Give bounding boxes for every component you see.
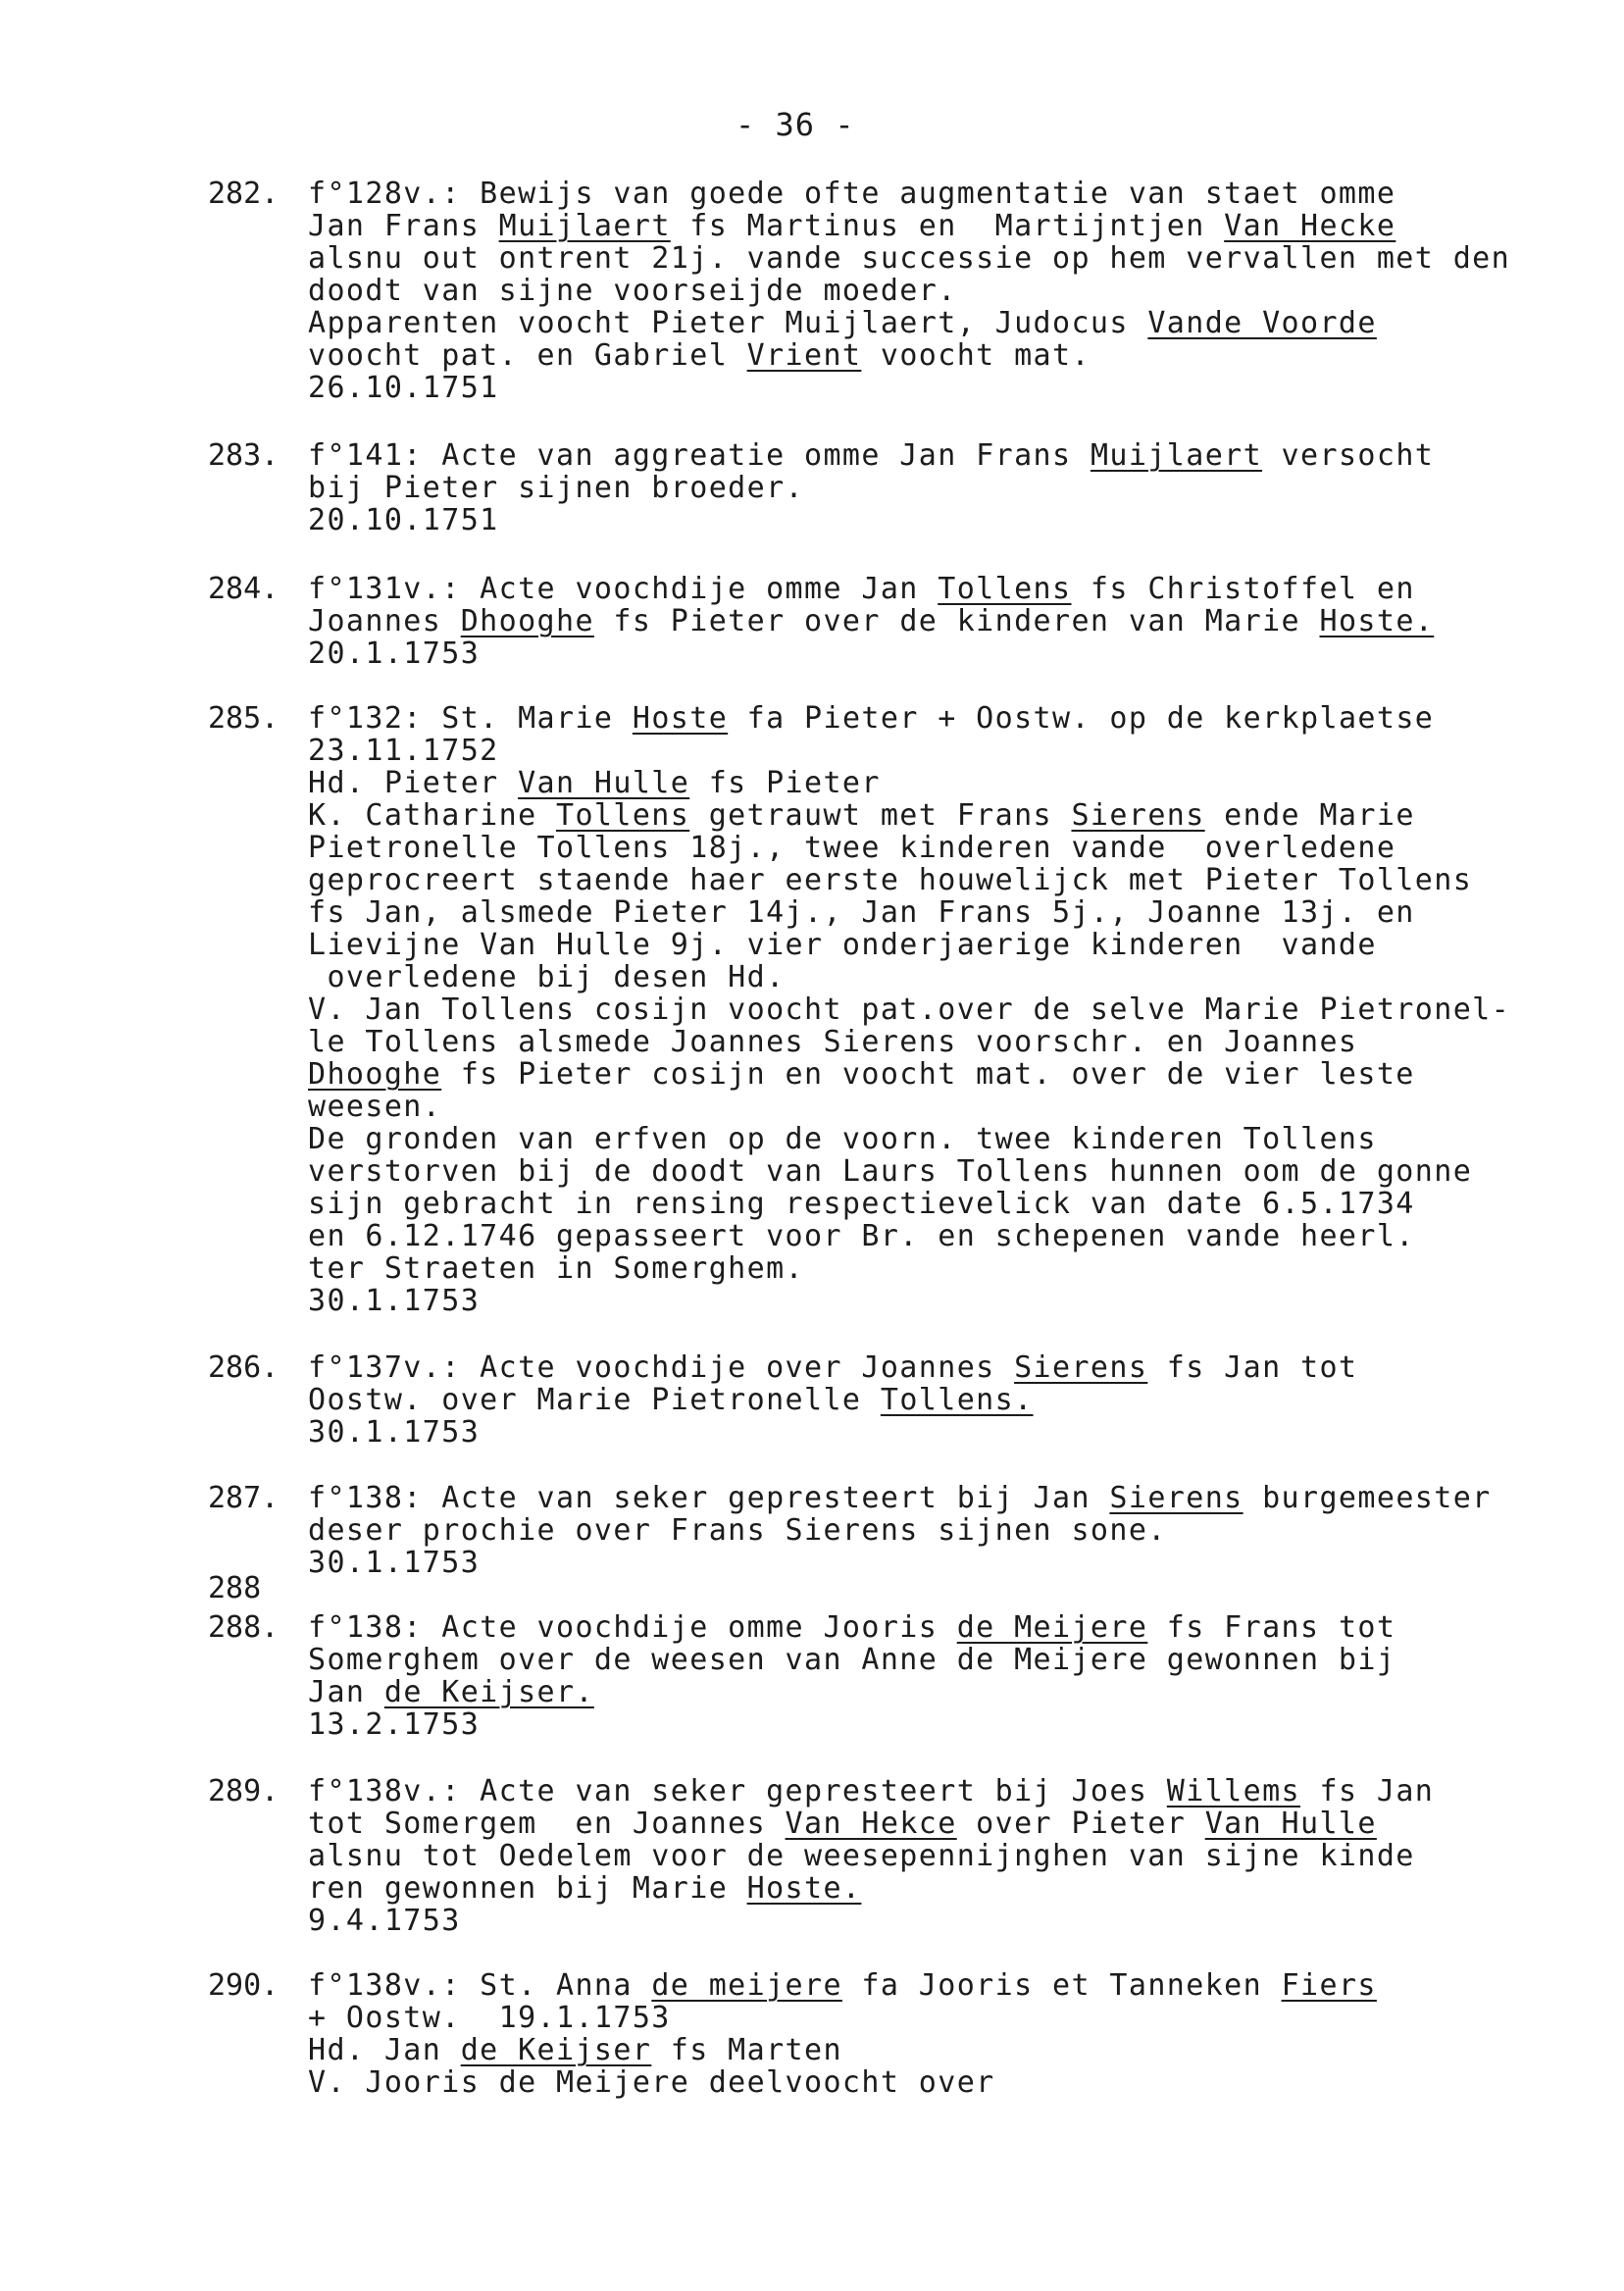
text-segment: le Tollens alsmede Joannes Sierens voorschr. en Joannes — [308, 1025, 1358, 1059]
text-segment: Lievijne Van Hulle 9j. vier onderjaerige kinderen vande — [308, 928, 1377, 962]
text-line — [308, 1351, 1612, 1384]
text-line — [308, 1905, 1612, 1937]
text-line — [308, 2034, 1612, 2066]
text-line — [308, 1872, 1612, 1905]
text-segment: f°138: Acte voochdije omme Jooris — [308, 1610, 957, 1645]
underlined-name: Hoste. — [1319, 604, 1435, 638]
text-segment: alsnu out ontrent 21j. vande successie op hem vervallen met den — [308, 241, 1511, 276]
text-segment: voocht mat. — [861, 338, 1091, 373]
text-segment: f°138v.: St. Anna — [308, 1968, 652, 2003]
text-line — [308, 1416, 1612, 1449]
text-segment: 20.10.1751 — [308, 503, 499, 537]
text-line — [308, 339, 1612, 372]
text-line — [308, 1969, 1612, 2002]
text-segment: 30.1.1753 — [308, 1284, 481, 1318]
text-line — [308, 1676, 1612, 1708]
margin-note: 288 — [208, 1571, 262, 1605]
text-line — [308, 1482, 1612, 1514]
text-line — [308, 372, 1612, 404]
entry-number: 282. — [208, 177, 279, 211]
entry-text — [308, 1611, 1612, 1741]
text-line — [308, 832, 1612, 864]
text-segment: sijn gebracht in rensing respectievelick van date 6.5.1734 — [308, 1187, 1415, 1221]
text-line — [308, 1644, 1612, 1676]
text-line — [308, 573, 1612, 605]
text-segment: bij Pieter sijnen broeder. — [308, 471, 804, 505]
text-segment: fs Jan, alsmede Pieter 14j., Jan Frans 5j., Joanne 13j. en — [308, 895, 1415, 930]
underlined-name: Fiers — [1281, 1968, 1377, 2003]
text-line — [308, 472, 1612, 504]
text-segment: Apparenten voocht Pieter Muijlaert, Judocus — [308, 306, 1148, 340]
text-segment: alsnu tot Oedelem voor de weesepennijnghen van sijne kinde — [308, 1839, 1415, 1873]
underlined-name: Sierens — [1109, 1481, 1243, 1515]
text-segment: versocht — [1262, 438, 1435, 473]
entry-number: 288. — [208, 1610, 279, 1645]
text-segment: 30.1.1753 — [308, 1546, 481, 1580]
text-segment: V. Jooris de Meijere deelvoocht over — [308, 2065, 995, 2100]
text-segment: voocht pat. en Gabriel — [308, 338, 747, 373]
text-segment: K. Catharine — [308, 798, 556, 833]
text-line — [308, 1775, 1612, 1807]
text-line — [308, 1807, 1612, 1840]
text-segment: fs Pieter over de kinderen van Marie — [593, 604, 1320, 638]
text-segment: fa Pieter + Oostw. op de kerkplaetse — [728, 701, 1435, 736]
text-segment: f°128v.: Bewijs van goede ofte augmentatie van staet omme — [308, 177, 1396, 211]
text-line — [308, 637, 1612, 670]
underlined-name: Muijlaert — [1090, 438, 1263, 473]
text-line — [308, 1611, 1612, 1644]
underlined-name: de Keijser. — [383, 1675, 594, 1709]
text-segment: Somerghem over de weesen van Anne de Meijere gewonnen bij — [308, 1643, 1396, 1677]
text-segment: Jan Frans — [308, 209, 499, 243]
text-line — [308, 929, 1612, 961]
text-line — [308, 242, 1612, 275]
underlined-name: Van Hekce — [785, 1807, 957, 1841]
text-line — [308, 1840, 1612, 1872]
text-segment: fs Pieter cosijn en voocht mat. over de vier leste — [441, 1057, 1415, 1092]
entry-text — [308, 1775, 1612, 1937]
text-segment: f°137v.: Acte voochdije over Joannes — [308, 1350, 1015, 1385]
underlined-name: Hoste — [632, 701, 729, 736]
text-segment: ter Straeten in Somerghem. — [308, 1251, 804, 1286]
text-line — [308, 2066, 1612, 2099]
entry-number: 286. — [208, 1350, 279, 1385]
text-segment: doodt van sijne voorseijde moeder. — [308, 274, 957, 308]
text-segment: 26.10.1751 — [308, 371, 499, 405]
entry-text — [308, 1969, 1612, 2099]
text-segment: + Oostw. 19.1.1753 — [308, 2001, 671, 2035]
text-segment: 9.4.1753 — [308, 1904, 461, 1938]
entry-text — [308, 573, 1612, 670]
entry-number: 290. — [208, 1968, 279, 2003]
text-line — [308, 993, 1612, 1026]
text-segment: Hd. Pieter — [308, 766, 519, 800]
text-line — [308, 896, 1612, 929]
underlined-name: Dhooghe — [460, 604, 594, 638]
entry-number: 285. — [208, 701, 279, 736]
text-segment: 13.2.1753 — [308, 1707, 481, 1742]
text-line — [308, 1123, 1612, 1155]
text-line — [308, 1708, 1612, 1741]
text-line — [308, 1547, 1612, 1579]
text-line — [308, 735, 1612, 767]
text-segment: geprocreert staende haer eerste houwelijck met Pieter Tollens — [308, 863, 1473, 897]
text-line — [308, 1514, 1612, 1547]
text-segment: en 6.12.1746 gepasseert voor Br. en schepenen vande heerl. — [308, 1219, 1415, 1253]
text-segment: deser prochie over Frans Sierens sijnen sone. — [308, 1513, 1167, 1548]
entry-number: 283. — [208, 438, 279, 473]
text-line — [308, 210, 1612, 242]
text-line — [308, 1384, 1612, 1416]
text-line — [308, 1058, 1612, 1091]
text-segment: over Pieter — [956, 1807, 1205, 1841]
text-line — [308, 799, 1612, 832]
text-line — [308, 178, 1612, 210]
text-line — [308, 702, 1612, 735]
text-segment: fs Pieter — [689, 766, 881, 800]
text-segment: V. Jan Tollens cosijn voocht pat.over de selve Marie Pietronel- — [308, 993, 1511, 1027]
text-line — [308, 767, 1612, 799]
text-segment: fs Frans tot — [1147, 1610, 1396, 1645]
text-segment: fs Christoffel en — [1071, 572, 1415, 606]
underlined-name: Muijlaert — [498, 209, 671, 243]
underlined-name: Tollens — [556, 798, 690, 833]
text-segment: ende Marie — [1204, 798, 1415, 833]
text-segment: f°138: Acte van seker gepresteert bij Jan — [308, 1481, 1110, 1515]
text-line — [308, 275, 1612, 307]
underlined-name: Willems — [1166, 1774, 1301, 1808]
text-line — [308, 1252, 1612, 1285]
text-line — [308, 439, 1612, 472]
text-segment: f°132: St. Marie — [308, 701, 633, 736]
entry-text — [308, 178, 1612, 404]
text-segment: overledene bij desen Hd. — [308, 960, 786, 994]
text-line — [308, 1220, 1612, 1252]
text-segment: fs Jan — [1300, 1774, 1435, 1808]
entry-text — [308, 439, 1612, 536]
underlined-name: de meijere — [651, 1968, 842, 2003]
text-line — [308, 1285, 1612, 1317]
text-segment: Joannes — [308, 604, 461, 638]
text-line — [308, 1091, 1612, 1123]
text-segment: fa Jooris et Tanneken — [841, 1968, 1282, 2003]
text-segment: f°131v.: Acte voochdije omme Jan — [308, 572, 939, 606]
text-segment: Hd. Jan — [308, 2033, 461, 2067]
text-segment: 30.1.1753 — [308, 1415, 481, 1450]
text-segment: 20.1.1753 — [308, 636, 481, 671]
text-segment: verstorven bij de doodt van Laurs Tollens hunnen oom de gonne — [308, 1154, 1473, 1189]
text-line — [308, 961, 1612, 993]
underlined-name: Vrient — [746, 338, 862, 373]
text-segment: fs Martinus en Martijntjen — [670, 209, 1225, 243]
text-segment: f°141: Acte van aggreatie omme Jan Frans — [308, 438, 1091, 473]
text-line — [308, 504, 1612, 536]
underlined-name: de Meijere — [956, 1610, 1148, 1645]
entry-number: 287. — [208, 1481, 279, 1515]
entry-number: 289. — [208, 1774, 279, 1808]
page-number: - 36 - — [736, 106, 855, 143]
entry-text — [308, 1482, 1612, 1579]
underlined-name: Sierens — [1014, 1350, 1148, 1385]
underlined-name: Vande Voorde — [1147, 306, 1377, 340]
underlined-name: Van Hulle — [518, 766, 690, 800]
underlined-name: de Keijser — [460, 2033, 652, 2067]
text-line — [308, 605, 1612, 637]
text-segment: Oostw. over Marie Pietronelle — [308, 1383, 881, 1417]
text-line — [308, 1155, 1612, 1188]
text-line — [308, 1026, 1612, 1058]
text-line — [308, 307, 1612, 339]
text-segment: tot Somergem en Joannes — [308, 1807, 786, 1841]
underlined-name: Van Hecke — [1224, 209, 1396, 243]
underlined-name: Dhooghe — [308, 1057, 442, 1092]
text-line — [308, 2002, 1612, 2034]
underlined-name: Tollens — [938, 572, 1072, 606]
text-line — [308, 864, 1612, 896]
text-segment: Pietronelle Tollens 18j., twee kinderen vande overledene — [308, 831, 1396, 865]
underlined-name: Tollens. — [880, 1383, 1034, 1417]
text-segment: getrauwt met Frans — [689, 798, 1072, 833]
text-segment: burgemeester — [1243, 1481, 1492, 1515]
text-segment: weesen. — [308, 1090, 442, 1124]
underlined-name: Van Hulle — [1204, 1807, 1377, 1841]
text-segment: 23.11.1752 — [308, 734, 499, 768]
text-segment: De gronden van erfven op de voorn. twee kinderen Tollens — [308, 1122, 1377, 1156]
text-line — [308, 1188, 1612, 1220]
text-segment: fs Jan tot — [1147, 1350, 1358, 1385]
text-segment: fs Marten — [651, 2033, 842, 2067]
entry-text — [308, 702, 1612, 1317]
text-segment: Jan — [308, 1675, 384, 1709]
underlined-name: Hoste. — [746, 1871, 862, 1906]
underlined-name: Sierens — [1071, 798, 1205, 833]
entry-number: 284. — [208, 572, 279, 606]
entry-text — [308, 1351, 1612, 1449]
text-segment: f°138v.: Acte van seker gepresteert bij Joes — [308, 1774, 1167, 1808]
text-segment: ren gewonnen bij Marie — [308, 1871, 747, 1906]
